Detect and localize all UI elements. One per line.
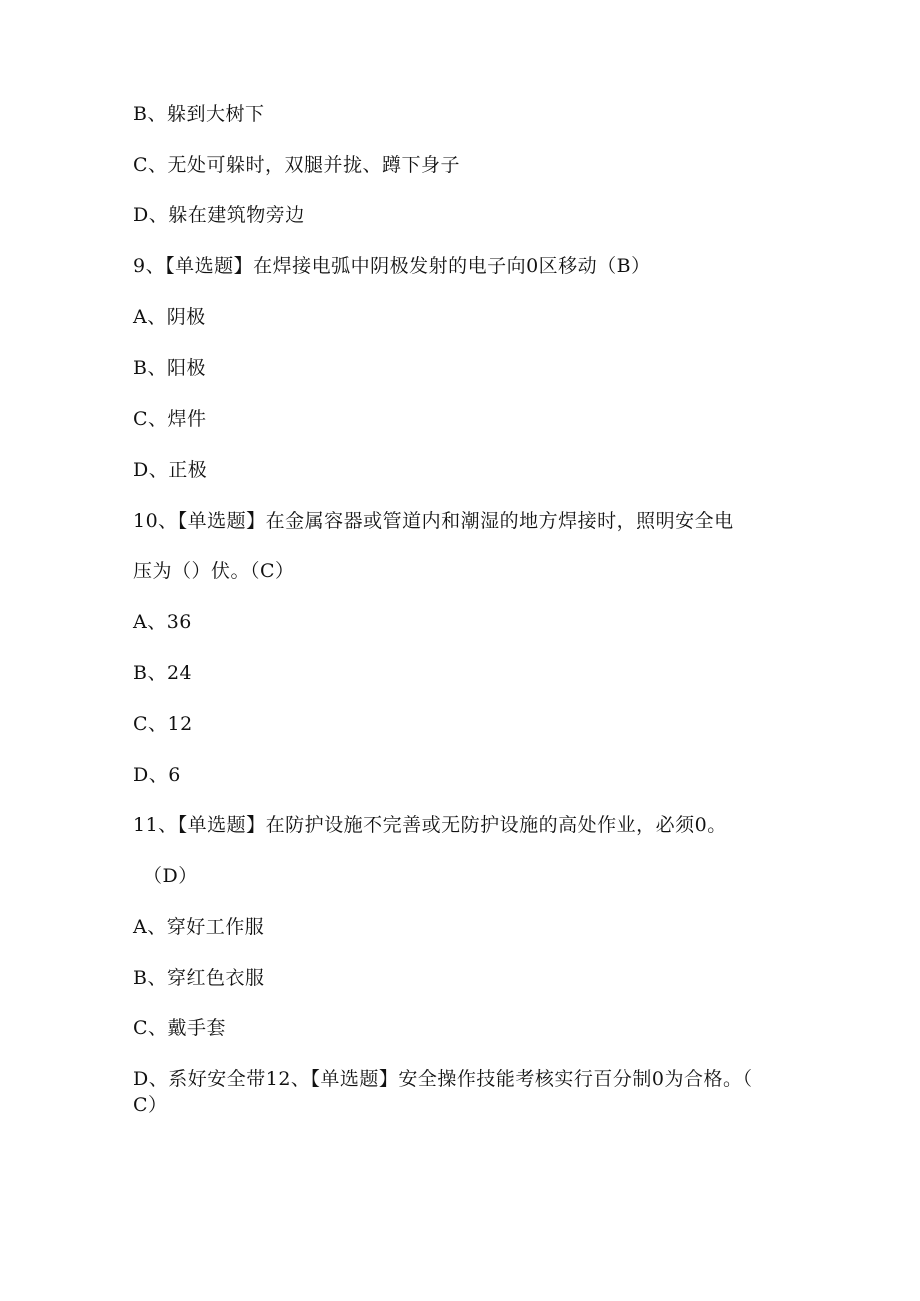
option-d-q10: D、6 xyxy=(133,764,181,786)
question-10-line-2: 压为（）伏。（C） xyxy=(133,560,295,582)
option-b-q11: B、穿红色衣服 xyxy=(133,967,265,989)
question-11-answer: （D） xyxy=(143,865,198,887)
question-9: 9、【单选题】在焊接电弧中阴极发射的电子向0区移动（B） xyxy=(133,255,651,277)
option-d-q8: D、躲在建筑物旁边 xyxy=(133,204,305,226)
option-b-q9: B、阳极 xyxy=(133,357,206,379)
option-c-q8: C、无处可躲时，双腿并拢、蹲下身子 xyxy=(133,154,461,176)
option-b-q10: B、24 xyxy=(133,662,193,684)
question-11-line-1: 11、【单选题】在防护设施不完善或无防护设施的高处作业，必须0。 xyxy=(133,814,727,836)
question-12-answer: C） xyxy=(133,1094,168,1116)
option-a-q9: A、阴极 xyxy=(133,306,206,328)
option-c-q9: C、焊件 xyxy=(133,408,207,430)
option-c-q11: C、戴手套 xyxy=(133,1017,227,1039)
option-d-q9: D、正极 xyxy=(133,459,208,481)
option-a-q11: A、穿好工作服 xyxy=(133,916,265,938)
option-c-q10: C、12 xyxy=(133,713,193,735)
option-a-q10: A、36 xyxy=(133,611,192,633)
option-d-q11-and-question-12: D、系好安全带12、【单选题】安全操作技能考核实行百分制0为合格。（ xyxy=(133,1068,753,1090)
option-b-q8: B、躲到大树下 xyxy=(133,103,265,125)
question-10-line-1: 10、【单选题】在金属容器或管道内和潮湿的地方焊接时，照明安全电 xyxy=(133,510,734,532)
